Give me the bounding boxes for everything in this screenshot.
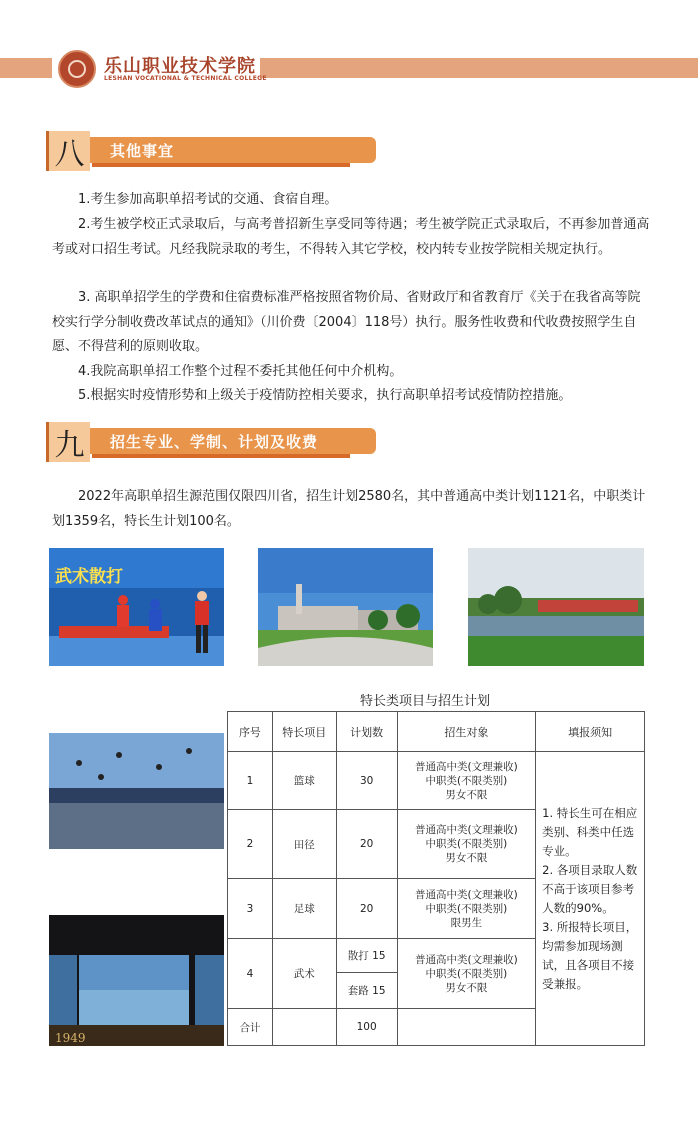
row2-target: 普通高中类(文理兼收) 中职类(不限类别) 男女不限 xyxy=(397,810,536,879)
row1-no: 1 xyxy=(228,752,273,810)
total-label: 合计 xyxy=(228,1009,273,1046)
header-plan: 计划数 xyxy=(336,712,397,752)
total-target-empty xyxy=(397,1009,536,1046)
row1-target: 普通高中类(文理兼收) 中职类(不限类别) 男女不限 xyxy=(397,752,536,810)
section8-item-4: 4.我院高职单招工作整个过程不委托其他任何中介机构。 xyxy=(78,364,403,379)
table-title: 特长类项目与招生计划 xyxy=(360,694,491,709)
row4-plan-taolu: 套路 15 xyxy=(336,973,397,1009)
header-target: 招生对象 xyxy=(397,712,536,752)
photo-campus-building xyxy=(258,548,433,666)
section8-item-5: 5.根据实时疫情形势和上级关于疫情防控相关要求，执行高职单招考试疫情防控措施。 xyxy=(78,388,572,403)
row3-item: 足球 xyxy=(272,879,336,939)
row3-no: 3 xyxy=(228,879,273,939)
stage-year-text: 1949 xyxy=(55,1031,86,1045)
photo-campus-lake xyxy=(468,548,644,666)
total-item-empty xyxy=(272,1009,336,1046)
table-header-row xyxy=(228,712,645,752)
section9-intro: 2022年高职单招生源范围仅限四川省，招生计划2580名，其中普通高中类计划1121名，中职类计划1359名，特长生计划100名。 xyxy=(52,489,646,529)
school-name-en: LESHAN VOCATIONAL & TECHNICAL COLLEGE xyxy=(104,75,267,82)
row1-plan: 30 xyxy=(336,752,397,810)
photo-wushu-competition xyxy=(49,548,224,666)
header-notes: 填报须知 xyxy=(536,712,645,752)
table-notes: 1. 特长生可在相应类别、科类中任选专业。 2. 各项目录取人数不高于该项目参考人数的90%。 3. 所报特长项目，均需参加现场测试，且各项目不接受兼报。 xyxy=(536,752,645,1046)
wushu-banner-text: 武术散打 xyxy=(55,567,123,587)
row3-plan: 20 xyxy=(336,879,397,939)
section8-item-1: 1.考生参加高职单招考试的交通、食宿自理。 xyxy=(78,192,338,207)
school-logo-icon xyxy=(58,50,96,88)
section9-number: 九 xyxy=(46,422,90,462)
section8-header-underline xyxy=(92,163,350,167)
header-item: 特长项目 xyxy=(272,712,336,752)
section8-title: 其他事宜 xyxy=(110,142,175,160)
row3-target: 普通高中类(文理兼收) 中职类(不限类别) 限男生 xyxy=(397,879,536,939)
table-row xyxy=(228,752,645,810)
row4-target: 普通高中类(文理兼收) 中职类(不限类别) 男女不限 xyxy=(397,939,536,1009)
section9-title: 招生专业、学制、计划及收费 xyxy=(110,433,319,451)
section8-item-2: 2.考生被学校正式录取后，与高考普招新生享受同等待遇；考生被学院正式录取后，不再参加普通高考或对口招生考试。凡经我院录取的考生，不得转入其它学校，校内转专业按学院相关规定执行。 xyxy=(52,217,650,257)
total-value: 100 xyxy=(336,1009,397,1046)
photo-graduation xyxy=(49,733,224,849)
section8-item-3: 3. 高职单招学生的学费和住宿费标准严格按照省物价局、省财政厅和省教育厅《关于在我省高等院校实行学分制收费改革试点的通知》（川价费〔2004〕118号）执行。服务性收费和代收费按照学生自愿、不得营利的原则收取。 xyxy=(52,290,641,354)
row4-item: 武术 xyxy=(272,939,336,1009)
row2-no: 2 xyxy=(228,810,273,879)
section9-header-underline xyxy=(92,454,350,458)
row4-plan-sanda: 散打 15 xyxy=(336,939,397,973)
specialty-plan-table xyxy=(227,711,645,1046)
row1-item: 篮球 xyxy=(272,752,336,810)
school-name-cn: 乐山职业技术学院 xyxy=(104,56,256,77)
row2-plan: 20 xyxy=(336,810,397,879)
row2-item: 田径 xyxy=(272,810,336,879)
photo-stage-performance xyxy=(49,915,224,1046)
row4-no: 4 xyxy=(228,939,273,1009)
header-no: 序号 xyxy=(228,712,273,752)
section8-number: 八 xyxy=(46,131,90,171)
